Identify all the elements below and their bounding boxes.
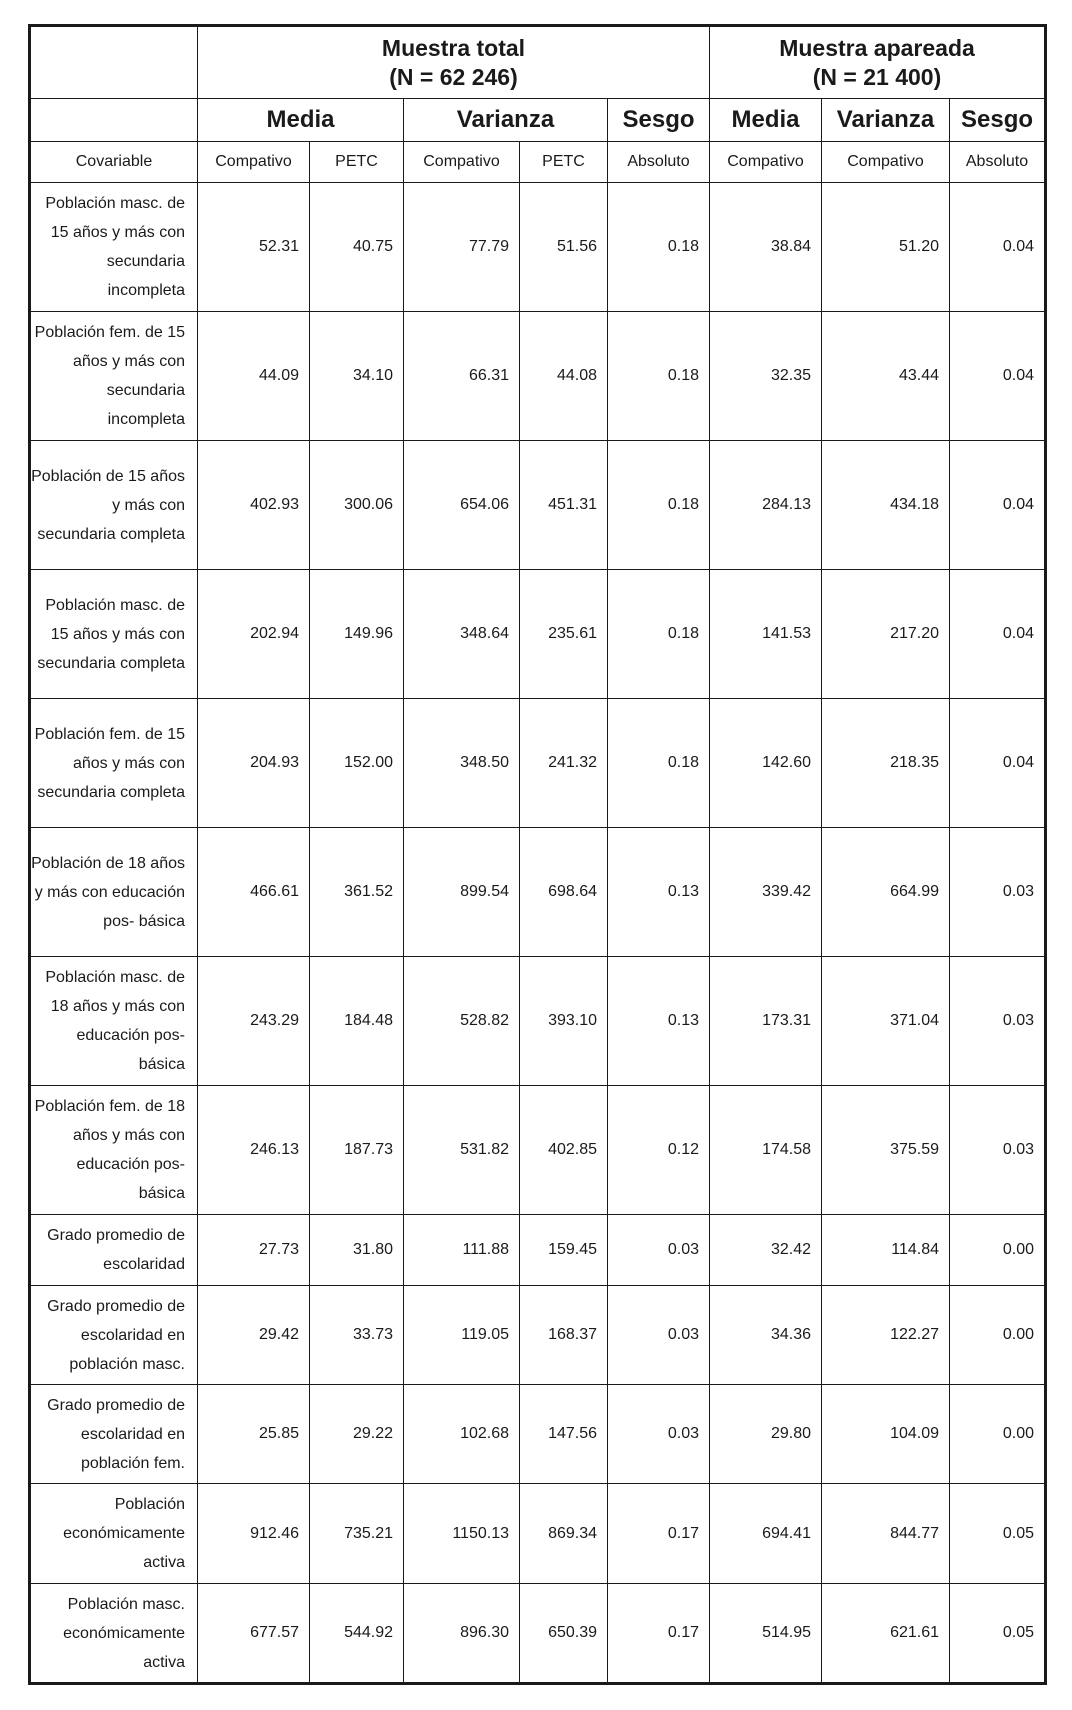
covariable-label: Población fem. de 18 años y más con educación pos- básica (30, 1086, 198, 1215)
value-cell: 141.53 (710, 570, 822, 699)
value-cell: 899.54 (404, 828, 520, 957)
value-cell: 0.18 (608, 183, 710, 312)
value-cell: 869.34 (520, 1484, 608, 1584)
covariable-label: Población fem. de 15 años y más con secundaria incompleta (30, 312, 198, 441)
header-petc-varianza: PETC (520, 142, 608, 183)
table-row (30, 1484, 1046, 1584)
value-cell: 246.13 (198, 1086, 310, 1215)
value-cell: 0.18 (608, 312, 710, 441)
covariable-label: Grado promedio de escolaridad en población fem. (30, 1385, 198, 1484)
header-row-columns (30, 142, 1046, 183)
value-cell: 38.84 (710, 183, 822, 312)
group-header-total (198, 26, 710, 99)
value-cell: 371.04 (822, 957, 950, 1086)
value-cell: 217.20 (822, 570, 950, 699)
value-cell: 844.77 (822, 1484, 950, 1584)
value-cell: 402.85 (520, 1086, 608, 1215)
value-cell: 348.64 (404, 570, 520, 699)
group-header-paired (710, 26, 1046, 99)
value-cell: 514.95 (710, 1584, 822, 1684)
value-cell: 544.92 (310, 1584, 404, 1684)
value-cell: 114.84 (822, 1215, 950, 1286)
value-cell: 66.31 (404, 312, 520, 441)
value-cell: 31.80 (310, 1215, 404, 1286)
value-cell: 402.93 (198, 441, 310, 570)
header-compativo-media: Compativo (198, 142, 310, 183)
header-varianza: Varianza (404, 99, 608, 142)
value-cell: 159.45 (520, 1215, 608, 1286)
value-cell: 119.05 (404, 1286, 520, 1385)
value-cell: 0.13 (608, 828, 710, 957)
value-cell: 218.35 (822, 699, 950, 828)
value-cell: 348.50 (404, 699, 520, 828)
value-cell: 735.21 (310, 1484, 404, 1584)
value-cell: 0.04 (950, 699, 1046, 828)
value-cell: 375.59 (822, 1086, 950, 1215)
covariable-label: Población masc. de 15 años y más con secundaria completa (30, 570, 198, 699)
value-cell: 102.68 (404, 1385, 520, 1484)
covariable-label: Población fem. de 15 años y más con secundaria completa (30, 699, 198, 828)
value-cell: 0.05 (950, 1584, 1046, 1684)
header-absoluto-paired: Absoluto (950, 142, 1046, 183)
header-row-stats (30, 99, 1046, 142)
table-row (30, 699, 1046, 828)
value-cell: 0.04 (950, 441, 1046, 570)
value-cell: 243.29 (198, 957, 310, 1086)
header-sesgo: Sesgo (608, 99, 710, 142)
covariable-label: Grado promedio de escolaridad (30, 1215, 198, 1286)
value-cell: 51.56 (520, 183, 608, 312)
value-cell: 0.18 (608, 570, 710, 699)
value-cell: 434.18 (822, 441, 950, 570)
value-cell: 147.56 (520, 1385, 608, 1484)
header-absoluto: Absoluto (608, 142, 710, 183)
value-cell: 174.58 (710, 1086, 822, 1215)
value-cell: 168.37 (520, 1286, 608, 1385)
value-cell: 27.73 (198, 1215, 310, 1286)
table-row (30, 957, 1046, 1086)
value-cell: 0.04 (950, 183, 1046, 312)
group2-n: (N = 21 400) (812, 63, 942, 90)
value-cell: 0.04 (950, 312, 1046, 441)
value-cell: 184.48 (310, 957, 404, 1086)
value-cell: 29.80 (710, 1385, 822, 1484)
empty-corner-cell (30, 26, 198, 99)
value-cell: 44.09 (198, 312, 310, 441)
value-cell: 187.73 (310, 1086, 404, 1215)
header-covariable: Covariable (30, 142, 198, 183)
group1-n: (N = 62 246) (389, 63, 518, 90)
value-cell: 29.22 (310, 1385, 404, 1484)
header-media-paired: Media (710, 99, 822, 142)
table-body (30, 183, 1046, 1684)
value-cell: 235.61 (520, 570, 608, 699)
value-cell: 77.79 (404, 183, 520, 312)
value-cell: 0.00 (950, 1215, 1046, 1286)
header-media: Media (198, 99, 404, 142)
value-cell: 284.13 (710, 441, 822, 570)
covariable-label: Población económicamente activa (30, 1484, 198, 1584)
header-compativo-media-paired: Compativo (710, 142, 822, 183)
value-cell: 528.82 (404, 957, 520, 1086)
value-cell: 33.73 (310, 1286, 404, 1385)
value-cell: 142.60 (710, 699, 822, 828)
covariable-label: Población masc. de 15 años y más con secundaria incompleta (30, 183, 198, 312)
header-varianza-paired: Varianza (822, 99, 950, 142)
value-cell: 393.10 (520, 957, 608, 1086)
value-cell: 650.39 (520, 1584, 608, 1684)
value-cell: 361.52 (310, 828, 404, 957)
value-cell: 0.03 (608, 1286, 710, 1385)
table-row (30, 312, 1046, 441)
value-cell: 0.04 (950, 570, 1046, 699)
covariable-label: Población masc. económicamente activa (30, 1584, 198, 1684)
value-cell: 466.61 (198, 828, 310, 957)
value-cell: 111.88 (404, 1215, 520, 1286)
value-cell: 1150.13 (404, 1484, 520, 1584)
value-cell: 0.00 (950, 1385, 1046, 1484)
table-row (30, 1086, 1046, 1215)
value-cell: 0.12 (608, 1086, 710, 1215)
value-cell: 43.44 (822, 312, 950, 441)
value-cell: 40.75 (310, 183, 404, 312)
table-row (30, 441, 1046, 570)
value-cell: 664.99 (822, 828, 950, 957)
value-cell: 202.94 (198, 570, 310, 699)
value-cell: 25.85 (198, 1385, 310, 1484)
balance-table (28, 24, 1047, 1685)
group1-title: Muestra total (381, 34, 526, 61)
value-cell: 32.35 (710, 312, 822, 441)
table-row (30, 1215, 1046, 1286)
value-cell: 0.05 (950, 1484, 1046, 1584)
value-cell: 44.08 (520, 312, 608, 441)
table-row (30, 1286, 1046, 1385)
value-cell: 52.31 (198, 183, 310, 312)
value-cell: 0.03 (608, 1215, 710, 1286)
value-cell: 241.32 (520, 699, 608, 828)
header-compativo-varianza-paired: Compativo (822, 142, 950, 183)
group2-title: Muestra apareada (779, 34, 975, 61)
value-cell: 29.42 (198, 1286, 310, 1385)
header-compativo-varianza: Compativo (404, 142, 520, 183)
value-cell: 912.46 (198, 1484, 310, 1584)
value-cell: 51.20 (822, 183, 950, 312)
value-cell: 32.42 (710, 1215, 822, 1286)
value-cell: 654.06 (404, 441, 520, 570)
header-row-groups (30, 26, 1046, 99)
value-cell: 0.17 (608, 1584, 710, 1684)
value-cell: 104.09 (822, 1385, 950, 1484)
value-cell: 677.57 (198, 1584, 310, 1684)
table-row (30, 1385, 1046, 1484)
covariable-label: Población de 15 años y más con secundaria completa (30, 441, 198, 570)
value-cell: 339.42 (710, 828, 822, 957)
value-cell: 0.00 (950, 1286, 1046, 1385)
value-cell: 0.03 (608, 1385, 710, 1484)
value-cell: 0.03 (950, 1086, 1046, 1215)
value-cell: 698.64 (520, 828, 608, 957)
value-cell: 152.00 (310, 699, 404, 828)
value-cell: 173.31 (710, 957, 822, 1086)
header-sesgo-paired: Sesgo (950, 99, 1046, 142)
value-cell: 621.61 (822, 1584, 950, 1684)
value-cell: 694.41 (710, 1484, 822, 1584)
value-cell: 34.10 (310, 312, 404, 441)
value-cell: 451.31 (520, 441, 608, 570)
value-cell: 149.96 (310, 570, 404, 699)
value-cell: 0.18 (608, 699, 710, 828)
empty-stat-cell (30, 99, 198, 142)
value-cell: 34.36 (710, 1286, 822, 1385)
value-cell: 0.18 (608, 441, 710, 570)
value-cell: 300.06 (310, 441, 404, 570)
value-cell: 0.03 (950, 828, 1046, 957)
value-cell: 0.17 (608, 1484, 710, 1584)
table-row (30, 828, 1046, 957)
table-row (30, 1584, 1046, 1684)
table-container (28, 24, 1047, 1685)
covariable-label: Grado promedio de escolaridad en población masc. (30, 1286, 198, 1385)
covariable-label: Población masc. de 18 años y más con educación pos- básica (30, 957, 198, 1086)
value-cell: 896.30 (404, 1584, 520, 1684)
value-cell: 122.27 (822, 1286, 950, 1385)
value-cell: 204.93 (198, 699, 310, 828)
header-petc-media: PETC (310, 142, 404, 183)
value-cell: 0.03 (950, 957, 1046, 1086)
table-row (30, 570, 1046, 699)
value-cell: 531.82 (404, 1086, 520, 1215)
covariable-label: Población de 18 años y más con educación pos- básica (30, 828, 198, 957)
table-row (30, 183, 1046, 312)
value-cell: 0.13 (608, 957, 710, 1086)
